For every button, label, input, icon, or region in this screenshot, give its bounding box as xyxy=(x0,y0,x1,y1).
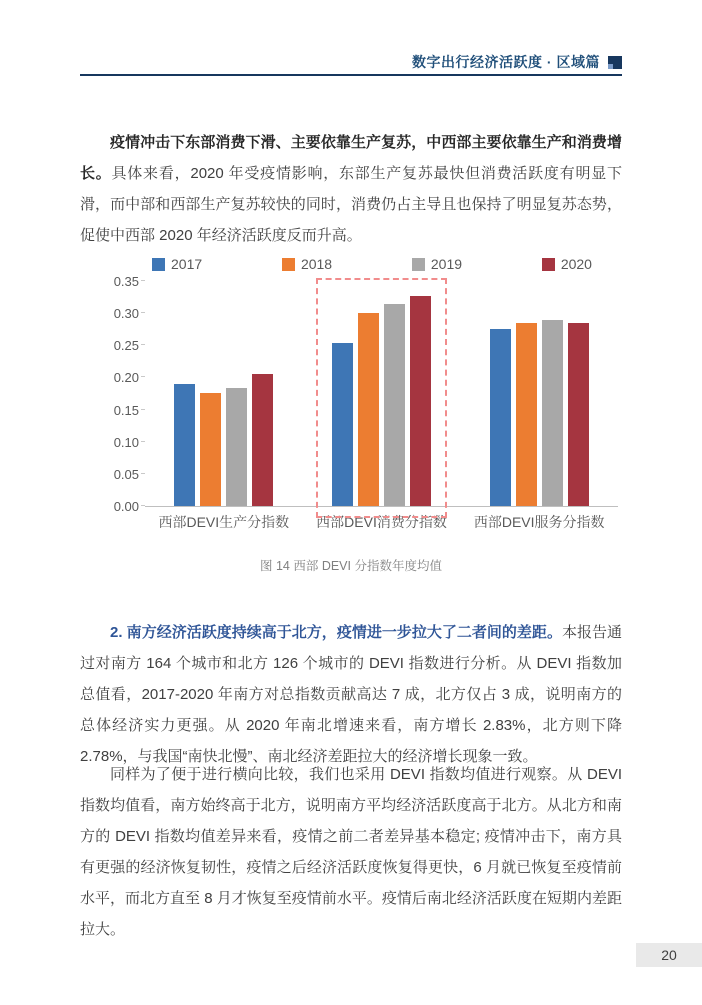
bar-2017 xyxy=(490,329,511,506)
legend-label: 2017 xyxy=(171,256,203,272)
page-number: 20 xyxy=(661,947,677,963)
chart-legend xyxy=(152,256,592,272)
legend-item-2017 xyxy=(152,256,202,272)
page-number-badge xyxy=(636,943,702,967)
bar-2020 xyxy=(410,296,431,506)
bar-2018 xyxy=(516,323,537,506)
paragraph-3: 同样为了便于进行横向比较，我们也采用 DEVI 指数均值进行观察。从 DEVI 指数均值看，南方始终高于北方，说明南方平均经济活跃度高于北方。从北方和南方的 DEVI 指数均值差异来看，疫情之前二者差异基本稳定; 疫情冲击下，南方具有更强的经济恢复韧性，疫情之后经济活跃度恢复得更快，6 月就已恢复至疫情前水平，而北方直至 8 月才恢复至疫情前水平。疫情后南北经济活跃度在短期内差距拉大。 xyxy=(80,766,622,938)
legend-item-2020 xyxy=(542,256,592,272)
bar-2018 xyxy=(200,393,221,506)
paragraph-2 xyxy=(80,617,622,772)
bar-2019 xyxy=(384,304,405,507)
figure-caption: 图 14 西部 DEVI 分指数年度均值 xyxy=(260,559,442,573)
y-axis-tick-label: 0.00 xyxy=(113,499,139,514)
chart-x-labels xyxy=(145,512,618,532)
page-header xyxy=(80,52,622,72)
bar-2017 xyxy=(174,384,195,506)
bar-group xyxy=(303,281,461,506)
x-axis-category-label: 西部DEVI生产分指数 xyxy=(158,514,290,530)
legend-label: 2020 xyxy=(560,256,592,272)
bar-2017 xyxy=(332,343,353,506)
legend-swatch-icon xyxy=(542,258,555,271)
header-title: 数字出行经济活跃度 · 区域篇 xyxy=(412,54,600,70)
paragraph-1-lead: 疫情冲击下东部消费下滑、主要依靠生产复苏，中西部主要依靠生产和消费增长。 xyxy=(80,134,622,182)
legend-item-2018 xyxy=(282,256,332,272)
paragraph-1 xyxy=(80,127,622,251)
y-axis-tick-label: 0.20 xyxy=(113,370,139,386)
y-axis-tick-label: 0.15 xyxy=(113,402,139,418)
brand-logo-icon xyxy=(608,56,622,69)
paragraph-2-body: 本报告通过对南方 164 个城市和北方 126 个城市的 DEVI 指数进行分析。从 DEVI 指数加总值看，2017-2020 年南方对总指数贡献高达 7 成，北方仅占 3 成，说明南方的总体经济实力更强。从 2020 年南北增速来看，南方增长 2.83%，北方则下降 2.78%，与我国“南快北慢”、南北经济差距拉大的经济增长现象一致。 xyxy=(80,624,622,765)
bar-group xyxy=(460,281,618,506)
y-axis-tick-label: 0.25 xyxy=(113,338,139,354)
bar-group xyxy=(145,281,303,506)
bar-2020 xyxy=(252,374,273,506)
bar-2018 xyxy=(358,313,379,506)
legend-swatch-icon xyxy=(412,258,425,271)
bar-2020 xyxy=(568,323,589,506)
y-axis-tick-label: 0.30 xyxy=(113,306,139,322)
devi-bar-chart xyxy=(100,256,620,532)
legend-swatch-icon xyxy=(152,258,165,271)
legend-item-2019 xyxy=(412,256,462,272)
legend-swatch-icon xyxy=(282,258,295,271)
y-axis-tick-label: 0.10 xyxy=(113,434,139,450)
x-axis-category-label: 西部DEVI服务分指数 xyxy=(473,514,605,530)
bar-2019 xyxy=(542,320,563,506)
legend-label: 2019 xyxy=(430,256,463,272)
paragraph-2-heading: 2. 南方经济活跃度持续高于北方，疫情进一步拉大了二者间的差距。 xyxy=(110,624,562,641)
y-axis-tick-label: 0.35 xyxy=(113,274,139,289)
bar-2019 xyxy=(226,388,247,506)
legend-label: 2018 xyxy=(300,256,333,272)
chart-plot xyxy=(113,274,618,514)
y-axis-tick-label: 0.05 xyxy=(113,466,139,482)
header-divider xyxy=(80,74,622,76)
paragraph-1-body: 具体来看，2020 年受疫情影响，东部生产复苏最快但消费活跃度有明显下滑，而中部和西部生产复苏较快的同时，消费仍占主导且也保持了明显复苏态势，促使中西部 2020 年经济活跃度反而升高。 xyxy=(80,165,622,244)
x-axis-category-label: 西部DEVI消费分指数 xyxy=(316,514,447,530)
